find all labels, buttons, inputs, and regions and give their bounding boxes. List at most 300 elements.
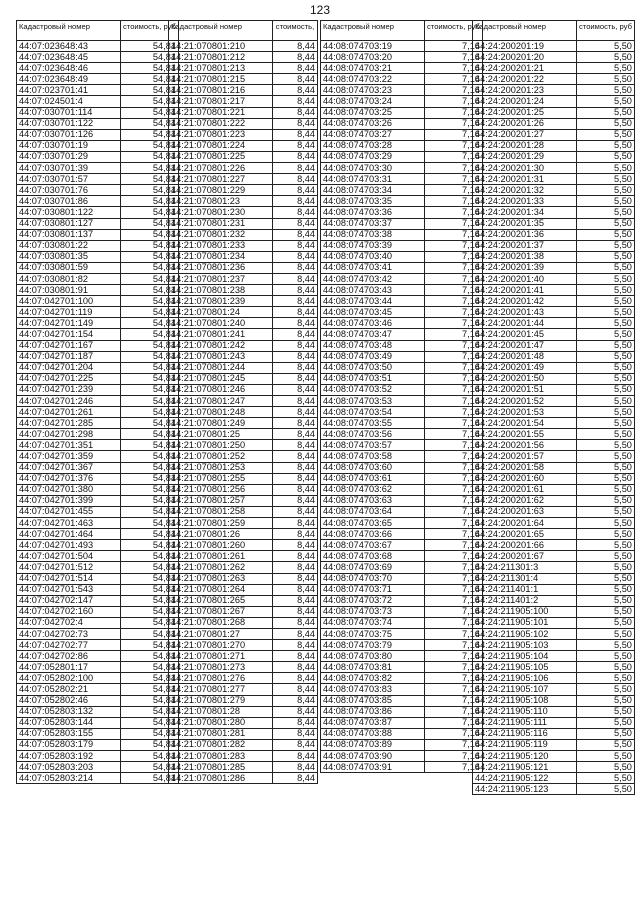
cadastral-number-cell: 44:07:030801:82 xyxy=(17,273,121,284)
cost-cell: 54,81 xyxy=(121,218,179,229)
cost-cell: 54,81 xyxy=(121,140,179,151)
cost-cell: 5,50 xyxy=(577,107,635,118)
table-row xyxy=(473,595,635,606)
cadastral-number-cell: 44:08:074703:55 xyxy=(321,418,425,429)
cost-cell: 8,44 xyxy=(273,163,318,174)
table-row xyxy=(473,52,635,63)
cadastral-number-cell: 44:08:074703:38 xyxy=(321,229,425,240)
table-row xyxy=(17,584,179,595)
table-row xyxy=(321,262,483,273)
table-row xyxy=(321,595,483,606)
table-row xyxy=(321,229,483,240)
cadastral-number-cell: 44:21:070801:232 xyxy=(169,229,273,240)
cadastral-number-cell: 44:07:042701:149 xyxy=(17,318,121,329)
cost-cell: 54,81 xyxy=(121,429,179,440)
table-row xyxy=(169,96,318,107)
cadastral-number-cell: 44:21:070801:24 xyxy=(169,307,273,318)
cost-cell: 8,44 xyxy=(273,640,318,651)
cadastral-number-cell: 44:21:070801:268 xyxy=(169,617,273,628)
cadastral-number-cell: 44:08:074703:50 xyxy=(321,362,425,373)
cadastral-number-cell: 44:24:200201:57 xyxy=(473,451,577,462)
cadastral-number-cell: 44:24:211905:110 xyxy=(473,706,577,717)
cadastral-number-cell: 44:21:070801:231 xyxy=(169,218,273,229)
table-row xyxy=(169,662,318,673)
cadastral-number-cell: 44:07:030801:22 xyxy=(17,240,121,251)
cost-cell: 8,44 xyxy=(273,63,318,74)
table-row xyxy=(473,185,635,196)
cadastral-number-cell: 44:08:074703:45 xyxy=(321,307,425,318)
cadastral-number-cell: 44:07:023648:45 xyxy=(17,52,121,63)
cadastral-number-cell: 44:08:074703:90 xyxy=(321,751,425,762)
cadastral-number-cell: 44:08:074703:28 xyxy=(321,140,425,151)
cost-cell: 5,50 xyxy=(577,762,635,773)
cost-cell: 5,50 xyxy=(577,606,635,617)
cost-cell: 54,81 xyxy=(121,662,179,673)
table-row xyxy=(473,451,635,462)
cost-cell: 5,50 xyxy=(577,63,635,74)
table-row xyxy=(473,662,635,673)
cost-cell: 54,81 xyxy=(121,518,179,529)
table-row xyxy=(17,739,179,750)
table-row xyxy=(473,396,635,407)
cost-cell: 54,81 xyxy=(121,318,179,329)
cadastral-number-cell: 44:07:030801:127 xyxy=(17,218,121,229)
table-row xyxy=(169,129,318,140)
table-row xyxy=(321,384,483,395)
cadastral-number-cell: 44:07:030701:86 xyxy=(17,196,121,207)
table-row xyxy=(169,418,318,429)
cost-cell: 54,81 xyxy=(121,118,179,129)
table-row xyxy=(321,96,483,107)
cadastral-number-cell: 44:21:070801:233 xyxy=(169,240,273,251)
table-row xyxy=(169,762,318,773)
cost-cell: 8,44 xyxy=(273,196,318,207)
cost-cell: 7,16 xyxy=(425,762,483,773)
cadastral-number-cell: 44:08:074703:43 xyxy=(321,285,425,296)
cadastral-number-cell: 44:08:074703:67 xyxy=(321,540,425,551)
cadastral-number-cell: 44:07:042701:246 xyxy=(17,396,121,407)
table-row xyxy=(321,63,483,74)
table-row xyxy=(17,318,179,329)
table-row xyxy=(169,717,318,728)
cadastral-number-cell: 44:07:042701:100 xyxy=(17,296,121,307)
cadastral-number-cell: 44:07:042702:86 xyxy=(17,651,121,662)
table-row xyxy=(473,196,635,207)
cadastral-number-cell: 44:21:070801:265 xyxy=(169,595,273,606)
table-row xyxy=(321,185,483,196)
cost-cell: 7,16 xyxy=(425,540,483,551)
cost-cell: 54,81 xyxy=(121,185,179,196)
cost-cell: 8,44 xyxy=(273,273,318,284)
cost-cell: 5,50 xyxy=(577,673,635,684)
cadastral-number-cell: 44:24:200201:31 xyxy=(473,174,577,185)
cost-cell: 8,44 xyxy=(273,773,318,784)
cost-cell: 8,44 xyxy=(273,396,318,407)
table-row xyxy=(321,617,483,628)
page-number: 123 xyxy=(309,3,331,17)
cadastral-number-cell: 44:07:042701:376 xyxy=(17,473,121,484)
cadastral-number-cell: 44:24:200201:34 xyxy=(473,207,577,218)
cadastral-number-cell: 44:24:200201:54 xyxy=(473,418,577,429)
cost-cell: 7,16 xyxy=(425,651,483,662)
cadastral-number-cell: 44:21:070801:261 xyxy=(169,551,273,562)
cost-cell: 54,81 xyxy=(121,63,179,74)
table-row xyxy=(17,529,179,540)
cost-cell: 54,81 xyxy=(121,640,179,651)
cost-cell: 7,16 xyxy=(425,107,483,118)
cadastral-number-cell: 44:21:070801:229 xyxy=(169,185,273,196)
cost-cell: 8,44 xyxy=(273,285,318,296)
cadastral-number-cell: 44:21:070801:242 xyxy=(169,340,273,351)
cadastral-number-cell: 44:21:070801:216 xyxy=(169,85,273,96)
cost-cell: 7,16 xyxy=(425,151,483,162)
cost-cell: 5,50 xyxy=(577,595,635,606)
cadastral-number-cell: 44:24:211905:121 xyxy=(473,762,577,773)
cadastral-number-cell: 44:21:070801:28 xyxy=(169,706,273,717)
cost-cell: 7,16 xyxy=(425,218,483,229)
table-row xyxy=(321,462,483,473)
table-header xyxy=(17,21,179,41)
table-row xyxy=(17,74,179,85)
cost-cell: 8,44 xyxy=(273,595,318,606)
table-row xyxy=(17,185,179,196)
cost-cell: 8,44 xyxy=(273,151,318,162)
cost-table-3 xyxy=(320,20,483,773)
table-row xyxy=(169,196,318,207)
cadastral-number-cell: 44:21:070801:225 xyxy=(169,151,273,162)
table-row xyxy=(17,340,179,351)
cost-cell: 7,16 xyxy=(425,273,483,284)
table-row xyxy=(17,251,179,262)
cost-cell: 54,81 xyxy=(121,695,179,706)
cadastral-number-cell: 44:21:070801:249 xyxy=(169,418,273,429)
cadastral-number-cell: 44:07:042701:351 xyxy=(17,440,121,451)
cost-cell: 5,50 xyxy=(577,739,635,750)
cadastral-number-cell: 44:21:070801:270 xyxy=(169,640,273,651)
cost-cell: 7,16 xyxy=(425,307,483,318)
table-row xyxy=(473,462,635,473)
table-row xyxy=(17,229,179,240)
table-row xyxy=(17,640,179,651)
cadastral-number-cell: 44:24:200201:60 xyxy=(473,473,577,484)
table-row xyxy=(473,273,635,284)
table-row xyxy=(473,628,635,639)
table-row xyxy=(473,74,635,85)
cost-cell: 54,81 xyxy=(121,329,179,340)
cadastral-number-cell: 44:07:042701:261 xyxy=(17,407,121,418)
table-row xyxy=(169,351,318,362)
cost-cell: 8,44 xyxy=(273,506,318,517)
cost-cell: 54,81 xyxy=(121,473,179,484)
cadastral-number-cell: 44:24:200201:30 xyxy=(473,163,577,174)
cadastral-number-cell: 44:21:070801:267 xyxy=(169,606,273,617)
cost-cell: 7,16 xyxy=(425,396,483,407)
table-row xyxy=(473,118,635,129)
cadastral-number-cell: 44:24:200201:29 xyxy=(473,151,577,162)
cost-cell: 8,44 xyxy=(273,429,318,440)
table-row xyxy=(17,451,179,462)
table-row xyxy=(169,540,318,551)
table-row xyxy=(169,362,318,373)
cost-cell: 5,50 xyxy=(577,207,635,218)
table-row xyxy=(169,151,318,162)
cost-cell: 8,44 xyxy=(273,495,318,506)
cost-cell: 54,81 xyxy=(121,684,179,695)
cost-cell: 5,50 xyxy=(577,751,635,762)
cost-cell: 8,44 xyxy=(273,340,318,351)
cadastral-number-cell: 44:07:042701:167 xyxy=(17,340,121,351)
cost-cell: 54,81 xyxy=(121,240,179,251)
cadastral-number-cell: 44:24:211905:108 xyxy=(473,695,577,706)
table-row xyxy=(169,640,318,651)
table-row xyxy=(473,251,635,262)
cost-cell: 54,81 xyxy=(121,296,179,307)
cadastral-number-cell: 44:08:074703:83 xyxy=(321,684,425,695)
cadastral-number-cell: 44:08:074703:44 xyxy=(321,296,425,307)
cost-cell: 8,44 xyxy=(273,551,318,562)
cost-cell: 8,44 xyxy=(273,118,318,129)
cadastral-number-cell: 44:08:074703:61 xyxy=(321,473,425,484)
cadastral-number-cell: 44:07:042701:512 xyxy=(17,562,121,573)
table-row xyxy=(321,684,483,695)
cost-cell: 54,81 xyxy=(121,207,179,218)
cadastral-number-cell: 44:24:200201:25 xyxy=(473,107,577,118)
table-row xyxy=(473,617,635,628)
cadastral-number-cell: 44:07:042701:359 xyxy=(17,451,121,462)
table-row xyxy=(169,273,318,284)
cadastral-number-cell: 44:21:070801:226 xyxy=(169,163,273,174)
cadastral-number-cell: 44:21:070801:273 xyxy=(169,662,273,673)
table-row xyxy=(169,52,318,63)
cadastral-number-cell: 44:24:200201:38 xyxy=(473,251,577,262)
cadastral-number-cell: 44:24:211401:2 xyxy=(473,595,577,606)
table-row xyxy=(17,695,179,706)
table-row xyxy=(169,573,318,584)
cadastral-number-cell: 44:21:070801:283 xyxy=(169,751,273,762)
table-row xyxy=(473,673,635,684)
cadastral-number-cell: 44:24:200201:65 xyxy=(473,529,577,540)
cost-cell: 54,81 xyxy=(121,229,179,240)
cadastral-number-cell: 44:21:070801:237 xyxy=(169,273,273,284)
cadastral-number-cell: 44:07:042701:463 xyxy=(17,518,121,529)
table-row xyxy=(473,606,635,617)
cadastral-number-cell: 44:21:070801:213 xyxy=(169,63,273,74)
table-row xyxy=(473,285,635,296)
table-row xyxy=(169,773,318,784)
cost-cell: 5,50 xyxy=(577,473,635,484)
cadastral-number-cell: 44:07:042701:285 xyxy=(17,418,121,429)
cadastral-number-cell: 44:08:074703:47 xyxy=(321,329,425,340)
table-row xyxy=(169,739,318,750)
table-row xyxy=(17,63,179,74)
cadastral-number-cell: 44:24:200201:61 xyxy=(473,484,577,495)
table-row xyxy=(17,174,179,185)
cadastral-number-cell: 44:07:030701:126 xyxy=(17,129,121,140)
cadastral-number-cell: 44:08:074703:68 xyxy=(321,551,425,562)
cost-cell: 5,50 xyxy=(577,151,635,162)
table-row xyxy=(321,440,483,451)
table-row xyxy=(473,751,635,762)
cost-table-1 xyxy=(16,20,179,784)
table-row xyxy=(473,717,635,728)
table-row xyxy=(17,373,179,384)
table-row xyxy=(169,285,318,296)
table-row xyxy=(169,262,318,273)
cost-cell: 54,81 xyxy=(121,340,179,351)
cost-cell: 54,81 xyxy=(121,606,179,617)
cadastral-number-cell: 44:21:070801:262 xyxy=(169,562,273,573)
cadastral-number-cell: 44:21:070801:271 xyxy=(169,651,273,662)
cost-cell: 7,16 xyxy=(425,518,483,529)
table-row xyxy=(169,529,318,540)
cadastral-number-cell: 44:08:074703:48 xyxy=(321,340,425,351)
cost-cell: 54,81 xyxy=(121,751,179,762)
cadastral-number-cell: 44:07:052803:155 xyxy=(17,728,121,739)
cost-cell: 54,81 xyxy=(121,373,179,384)
cadastral-number-cell: 44:21:070801:277 xyxy=(169,684,273,695)
cost-cell: 54,81 xyxy=(121,506,179,517)
cadastral-number-cell: 44:21:070801:276 xyxy=(169,673,273,684)
cost-cell: 5,50 xyxy=(577,617,635,628)
table-row xyxy=(473,41,635,52)
cost-cell: 5,50 xyxy=(577,551,635,562)
table-row xyxy=(321,451,483,462)
table-row xyxy=(473,584,635,595)
cadastral-number-cell: 44:24:211905:101 xyxy=(473,617,577,628)
cadastral-number-cell: 44:07:042701:464 xyxy=(17,529,121,540)
cadastral-number-cell: 44:07:030801:122 xyxy=(17,207,121,218)
cost-cell: 5,50 xyxy=(577,440,635,451)
cost-cell: 8,44 xyxy=(273,584,318,595)
cadastral-number-cell: 44:07:042701:119 xyxy=(17,307,121,318)
table-row xyxy=(169,706,318,717)
cadastral-number-cell: 44:08:074703:66 xyxy=(321,529,425,540)
cost-cell: 54,81 xyxy=(121,362,179,373)
table-row xyxy=(169,506,318,517)
table-row xyxy=(17,118,179,129)
table-row xyxy=(473,773,635,784)
cadastral-number-cell: 44:21:070801:215 xyxy=(169,74,273,85)
cost-cell: 54,81 xyxy=(121,573,179,584)
table-row xyxy=(321,751,483,762)
cost-cell: 54,81 xyxy=(121,396,179,407)
cadastral-number-cell: 44:21:070801:241 xyxy=(169,329,273,340)
cost-cell: 54,81 xyxy=(121,462,179,473)
cost-cell: 8,44 xyxy=(273,240,318,251)
cost-cell: 8,44 xyxy=(273,706,318,717)
header-cadastral-number: Кадастровый номер xyxy=(473,21,577,41)
table-row xyxy=(321,495,483,506)
table-row xyxy=(169,396,318,407)
cost-cell: 8,44 xyxy=(273,695,318,706)
cost-cell: 5,50 xyxy=(577,340,635,351)
cadastral-number-cell: 44:24:200201:27 xyxy=(473,129,577,140)
cadastral-number-cell: 44:08:074703:81 xyxy=(321,662,425,673)
table-row xyxy=(17,429,179,440)
table-row xyxy=(321,396,483,407)
cadastral-number-cell: 44:21:070801:281 xyxy=(169,728,273,739)
cadastral-number-cell: 44:21:070801:260 xyxy=(169,540,273,551)
table-row xyxy=(321,52,483,63)
cadastral-number-cell: 44:08:074703:54 xyxy=(321,407,425,418)
table-row xyxy=(473,562,635,573)
table-row xyxy=(17,418,179,429)
cost-cell: 5,50 xyxy=(577,185,635,196)
header-cadastral-number: Кадастровый номер xyxy=(321,21,425,41)
table-row xyxy=(169,562,318,573)
cost-cell: 8,44 xyxy=(273,107,318,118)
cost-cell: 54,81 xyxy=(121,129,179,140)
cost-cell: 7,16 xyxy=(425,484,483,495)
cost-cell: 8,44 xyxy=(273,351,318,362)
table-row xyxy=(473,495,635,506)
cadastral-number-cell: 44:24:200201:49 xyxy=(473,362,577,373)
cadastral-number-cell: 44:08:074703:21 xyxy=(321,63,425,74)
cadastral-number-cell: 44:07:030801:137 xyxy=(17,229,121,240)
cadastral-number-cell: 44:08:074703:85 xyxy=(321,695,425,706)
cadastral-number-cell: 44:08:074703:53 xyxy=(321,396,425,407)
cost-cell: 5,50 xyxy=(577,529,635,540)
header-cost: стоимость, руб xyxy=(425,21,483,41)
cost-cell: 5,50 xyxy=(577,329,635,340)
table-row xyxy=(473,418,635,429)
cost-cell: 8,44 xyxy=(273,673,318,684)
cadastral-number-cell: 44:24:200201:28 xyxy=(473,140,577,151)
table-row xyxy=(321,240,483,251)
cost-cell: 5,50 xyxy=(577,307,635,318)
cadastral-number-cell: 44:08:074703:69 xyxy=(321,562,425,573)
cadastral-number-cell: 44:07:042701:187 xyxy=(17,351,121,362)
table-row xyxy=(321,207,483,218)
cost-cell: 8,44 xyxy=(273,739,318,750)
cost-cell: 8,44 xyxy=(273,540,318,551)
cost-cell: 5,50 xyxy=(577,684,635,695)
table-row xyxy=(321,573,483,584)
table-row xyxy=(17,396,179,407)
table-row xyxy=(17,285,179,296)
cost-cell: 54,81 xyxy=(121,529,179,540)
cadastral-number-cell: 44:07:030701:76 xyxy=(17,185,121,196)
table-row xyxy=(17,140,179,151)
table-row xyxy=(17,518,179,529)
table-row xyxy=(169,340,318,351)
table-row xyxy=(169,684,318,695)
cadastral-number-cell: 44:07:023648:49 xyxy=(17,74,121,85)
table-row xyxy=(321,85,483,96)
cadastral-number-cell: 44:24:211905:104 xyxy=(473,651,577,662)
cadastral-number-cell: 44:08:074703:31 xyxy=(321,174,425,185)
cadastral-number-cell: 44:24:211905:120 xyxy=(473,751,577,762)
cost-cell: 8,44 xyxy=(273,651,318,662)
cost-cell: 8,44 xyxy=(273,440,318,451)
table-row xyxy=(321,551,483,562)
table-row xyxy=(17,595,179,606)
cost-cell: 7,16 xyxy=(425,373,483,384)
cadastral-number-cell: 44:07:052802:46 xyxy=(17,695,121,706)
cadastral-number-cell: 44:08:074703:41 xyxy=(321,262,425,273)
table-row xyxy=(169,229,318,240)
cost-cell: 5,50 xyxy=(577,396,635,407)
cost-cell: 7,16 xyxy=(425,595,483,606)
table-row xyxy=(321,251,483,262)
cost-cell: 5,50 xyxy=(577,174,635,185)
cadastral-number-cell: 44:08:074703:39 xyxy=(321,240,425,251)
cadastral-number-cell: 44:24:200201:20 xyxy=(473,52,577,63)
table-row xyxy=(473,340,635,351)
cost-cell: 7,16 xyxy=(425,695,483,706)
cost-cell: 7,16 xyxy=(425,418,483,429)
table-row xyxy=(17,218,179,229)
